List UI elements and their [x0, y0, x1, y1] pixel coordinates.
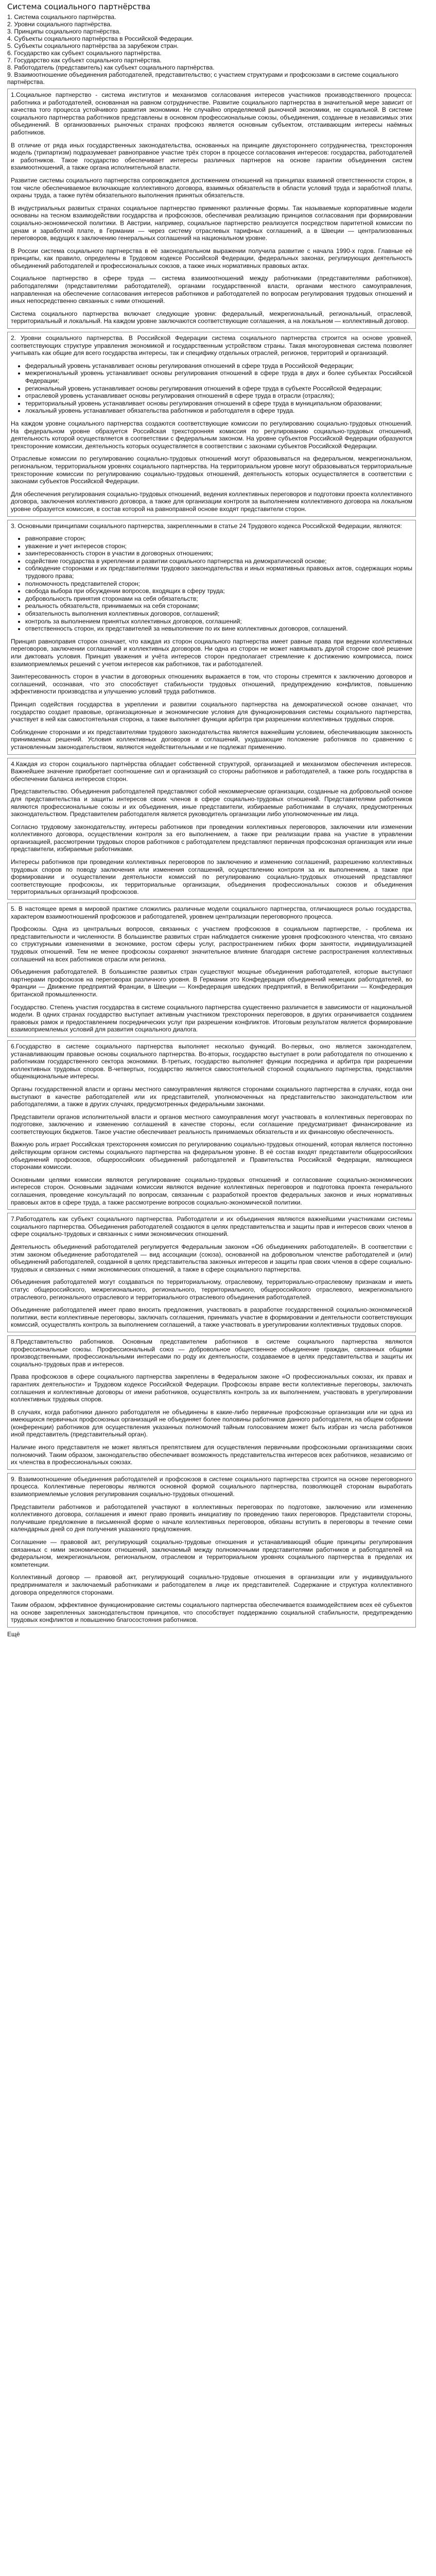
bullet-item: • отраслевой уровень устанавливает основы регулирования отношений в сфере труда в отрасли (отраслях);	[25, 392, 412, 400]
bullet-item: • заинтересованность сторон в участии в договорных отношениях;	[25, 550, 412, 557]
bullet-item: • равноправие сторон;	[25, 535, 412, 543]
bullet-item: • полномочность представителей сторон;	[25, 580, 412, 588]
bullet-item: • межрегиональный уровень устанавливает основы регулирования отношений в сфере труда в двух и более субъектах Российской Федерации;	[25, 369, 412, 384]
toc-item: 4. Субъекты социального партнёрства в Российской Федерации.	[7, 35, 194, 42]
paragraph: 5. В настоящее время в мировой практике сложились различные модели социального партнерства, отличающиеся ролью государства, характером взаимоотношений профсоюзов и работодателей, уровнем централизации переговорного процесса.	[11, 905, 412, 920]
paragraph: 4.Каждая из сторон социального партнёрства обладает собственной структурой, организацией и механизмом обеспечения интересов. Важнейшее значение приобретает соотношение сил и организаций со стороны работников и работодателей, а также роль государства в обеспечении баланса интересов сторон.	[11, 760, 412, 783]
paragraph: Государство. Степень участия государства в системе социального партнерства существенно различается в зависимости от национальной модели. В одних странах государство выступает активным участником трехсторонних переговоров, в других ограничивается созданием правовых рамок и предоставлением посреднических услуг при разрешении конфликтов. Итоговым результатом является формирование взаимоприемлемых условий для развития социального диалога.	[11, 1003, 412, 1033]
toc-item: 8. Работодатель (представитель) как субъект социального партнёрства.	[7, 64, 215, 71]
paragraph: Профсоюзы. Одна из центральных вопросов, связанных с участием профсоюзов в социальном партнерстве, - проблема их представительности и численности. В большинстве развитых стран наблюдается снижение уровня профсоюзного членства, что связано со структурными изменениями в экономике, ростом сферы услуг, распространением гибких форм занятости, индивидуализацией трудовых отношений. Тем не менее профсоюзы сохраняют значительное влияние благодаря системе распространения коллективных соглашений на всех работников отрасли или региона.	[11, 925, 412, 963]
paragraph: В отличие от ряда иных государственных законодательства, основанных на принципе двухстороннего сотрудничества, трехсторонняя модель (трипартизм) подразумевает равноправное участие трёх сторон в процессе согласования интересов: государства, работодателей и работников. Такое государство обеспечивает интересы различных партнеров на основе гарантии объединения систем взаимоотношений, а также органа исполнительной власти.	[11, 141, 412, 172]
paragraph: Органы государственной власти и органы местного самоуправления являются сторонами социального партнерства в случаях, когда они выступают в качестве работодателей или их представителей, уполномоченных на представительство законодательством или работодателями, а также в других случаях, предусмотренных федеральными законами.	[11, 1085, 412, 1108]
bullet-item: • ответственность сторон, их представителей за невыполнение по их вине коллективных договоров, соглашений.	[25, 625, 412, 633]
paragraph: В индустриальных развитых странах социальное партнерство применяют различные формы. Так называемые корпоративные модели основаны на тесном взаимодействии государства и профсоюзов, обеспечивая реализацию принципов согласования при формировании социально-экономической политики. В Австрии, например, социальное партнерство реализуется посредством паритетной комиссии по ценам и заработной плате, в Германии — через систему отраслевых тарифных соглашений, а в Швеции — централизованных переговоров, ведущих к заключению генеральных соглашений на национальном уровне.	[11, 204, 412, 242]
content-section	[7, 520, 416, 755]
paragraph: 3. Основными принципами социального партнерства, закрепленными в статье 24 Трудового кодекса Российской Федерации, являются:	[11, 522, 402, 530]
content-section	[7, 903, 416, 1037]
paragraph: Принцип содействия государства в укреплении и развитии социального партнерства на демократической основе означает, что государство создает правовые, организационные и экономические условия для функционирования системы социального партнерства, участвует в ней как самостоятельная сторона, а также выполняет функции арбитра при разрешении коллективных трудовых споров.	[11, 700, 412, 723]
content-section	[7, 1040, 416, 1210]
toc-item: 1. Система социального партнёрства.	[7, 13, 116, 21]
bullet-list	[11, 535, 412, 633]
paragraph: Деятельность объединений работодателей регулируется Федеральным законом «Об объединениях работодателей». В соответствии с этим законом объединение работодателей — вид ассоциации (союза), основанной на добровольном членстве работодателей и (или) объединений работодателей, созданной в целях представительства законных интересов и защиты прав своих членов в сфере социально-трудовых и связанных с ними экономических отношений, а также в сфере социального партнерства.	[11, 1243, 412, 1273]
table-of-contents	[7, 13, 416, 86]
paragraph: 7.Работодатель как субъект социального партнерства. Работодатели и их объединения являются важнейшими участниками системы социального партнерства. Объединения работодателей создаются в целях представительства и защиты прав и интересов своих членов в сфере социально-трудовых и связанных с ними экономических отношений.	[11, 1215, 412, 1238]
paragraph: Представители работников и работодателей участвуют в коллективных переговорах по подготовке, заключению или изменению коллективного договора, соглашения и имеют право проявить инициативу по проведению таких переговоров. Представители стороны, получившие предложение в письменной форме о начале коллективных переговоров, обязаны вступить в переговоры в течение семи календарных дней со дня получения указанного предложения.	[11, 1503, 412, 1533]
paragraph: Для обеспечения регулирования социально-трудовых отношений, ведения коллективных переговоров и подготовки проекта коллективного договора, заключения коллективного договора, а также для организации контроля за выполнением коллективного договора на локальном уровне образуется комиссия, в состав которой на равноправной основе входят представители сторон.	[11, 490, 412, 513]
paragraph: Наличие иного представителя не может являться препятствием для осуществления первичными профсоюзными организациями своих полномочий. Таким образом, законодательство обеспечивает возможность представительства интересов всех работников, независимо от их членства в профессиональных союзах.	[11, 1444, 412, 1466]
paragraph: Коллективный договор — правовой акт, регулирующий социально-трудовые отношения в организации или у индивидуального предпринимателя и заключаемый работниками и работодателем в лице их представителей. Содержание и структура коллективного договора определяются сторонами.	[11, 1573, 412, 1596]
paragraph: Права профсоюзов в сфере социального партнерства закреплены в Федеральном законе «О профессиональных союзах, их правах и гарантиях деятельности» и Трудовом кодексе Российской Федерации. Профсоюзы вправе вести коллективные переговоры, заключать соглашения и коллективные договоры от имени работников, осуществлять контроль за их выполнением, участвовать в урегулировании коллективных трудовых споров.	[11, 1373, 412, 1403]
paragraph: Принцип равноправия сторон означает, что каждая из сторон социального партнерства имеет равные права при ведении коллективных переговоров, заключении соглашений и коллективных договоров. Ни одна из сторон не может навязывать другой стороне своё решение или диктовать условия. Принцип уважения и учёта интересов сторон предполагает стремление к достижению компромисса, поиск взаимоприемлемых решений с учетом интересов как работников, так и работодателей.	[11, 637, 412, 668]
bullet-item: • региональный уровень устанавливает основы регулирования отношений в сфере труда в субъекте Российской Федерации;	[25, 385, 412, 393]
paragraph: В России система социального партнерства в её законодательном выражении получила развитие с начала 1990-х годов. Главные её принципы, как правило, определены в Трудовом кодексе Российской Федерации, федеральных законах, регулирующих деятельность объединений работодателей и профессиональных союзов, а также иных нормативных правовых актах.	[11, 247, 412, 269]
toc-item: 6. Государство как субъект социального партнёрства.	[7, 49, 162, 57]
bullet-item: • свобода выбора при обсуждении вопросов, входящих в сферу труда;	[25, 587, 412, 595]
paragraph: На каждом уровне социального партнерства создаются соответствующие комиссии по регулированию социально-трудовых отношений. На федеральном уровне образуется Российская трехсторонняя комиссия по регулированию социально-трудовых отношений, деятельность которой осуществляется в соответствии с федеральным законом. На уровне субъектов Российской Федерации образуются трехсторонние комиссии, деятельность которых осуществляется в соответствии с законами субъектов Российской Федерации.	[11, 419, 412, 450]
paragraph: Заинтересованность сторон в участии в договорных отношениях выражается в том, что стороны стремятся к заключению договоров и соглашений, осознавая, что это способствует стабильности трудовых отношений, предупреждению конфликтов, повышению эффективности производства и улучшению условий труда работников.	[11, 673, 412, 696]
bullet-item: • соблюдение сторонами и их представителями трудового законодательства и иных нормативных правовых актов, содержащих нормы трудового права;	[25, 565, 412, 580]
bullet-item: • локальный уровень устанавливает обязательства работников и работодателя в сфере труда.	[25, 407, 412, 415]
paragraph: 9. Взаимоотношение объединения работодателей и профсоюзов в системе социального партнерства строится на основе переговорного процесса. Коллективные переговоры являются основной формой социального партнерства, позволяющей сторонам выработать взаимоприемлемые условия регулирования социально-трудовых отношений.	[11, 1475, 412, 1498]
paragraph: 2. Уровни социального партнерства. В Российской Федерации система социального партнерства строится на основе уровней, соответствующих структуре управления экономикой и государственным устройством страны. Такая многоуровневая система позволяет учитывать как общие для всего государства интересы, так и специфику отдельных отраслей, регионов, территорий и организаций.	[11, 334, 412, 357]
paragraph: 6.Государство в системе социального партнерства выполняет несколько функций. Во-первых, оно является законодателем, устанавливающим правовые основы социального партнерства. Во-вторых, государство выступает в роли работодателя по отношению к работникам государственного сектора экономики. В-третьих, государство выполняет функции посредника и арбитра при разрешении коллективных трудовых споров. В-четвертых, государство является самостоятельной стороной социального партнерства, представляя общенациональные интересы.	[11, 1042, 412, 1080]
paragraph: Важную роль играет Российская трехсторонняя комиссия по регулированию социально-трудовых отношений, которая является постоянно действующим органом системы социального партнерства на федеральном уровне. В её состав входят представители общероссийских объединений профсоюзов, общероссийских объединений работодателей и Правительства Российской Федерации, являющиеся сторонами комиссии.	[11, 1141, 412, 1171]
paragraph: Объединения работодателей могут создаваться по территориальному, отраслевому, территориально-отраслевому признакам и иметь статус общероссийского, межрегионального, регионального, территориального, общероссийского отраслевого, межрегионального отраслевого, регионального отраслевого и территориального отраслевого объединения работодателей.	[11, 1278, 412, 1301]
paragraph: В случаях, когда работники данного работодателя не объединены в какие-либо первичные профсоюзные организации или ни одна из имеющихся первичных профсоюзных организаций не объединяет более половины работников данного работодателя, на общем собрании (конференции) работников для осуществления указанных полномочий тайным голосованием может быть избран из числа работников иной представитель (представительный орган).	[11, 1408, 412, 1438]
bullet-item: • уважение и учет интересов сторон;	[25, 543, 412, 550]
bullet-item: • добровольность принятия сторонами на себя обязательств;	[25, 595, 412, 603]
paragraph: Социальное партнерство в сфере труда — система взаимоотношений между работниками (представителями работников), работодателями (представителями работодателей), органами государственной власти, органами местного самоуправления, направленная на обеспечение согласования интересов работников и работодателей по вопросам регулирования трудовых отношений и иных непосредственно связанных с ними отношений.	[11, 275, 412, 305]
paragraph: Основными целями комиссии являются регулирование социально-трудовых отношений и согласование социально-экономических интересов сторон. Основными задачами комиссии являются ведение коллективных переговоров и подготовка проекта генерального соглашения, проведение консультаций по вопросам, связанным с разработкой проектов федеральных законов и иных нормативных правовых актов в сфере труда, а также рассмотрение вопросов социально-экономической политики.	[11, 1176, 412, 1206]
paragraph: Отраслевые комиссии по регулированию социально-трудовых отношений могут образовываться на федеральном, межрегиональном, региональном, территориальном уровнях социального партнерства. На территориальном уровне могут образовываться территориальные трехсторонние комиссии по регулированию социально-трудовых отношений, деятельность которых осуществляется в соответствии с законами субъектов Российской Федерации.	[11, 455, 412, 485]
bullet-item: • обязательность выполнения коллективных договоров, соглашений;	[25, 610, 412, 618]
bullet-item: • федеральный уровень устанавливает основы регулирования отношений в сфере труда в Российской Федерации;	[25, 362, 412, 370]
content-section	[7, 1335, 416, 1470]
paragraph: Объединения работодателей. В большинстве развитых стран существуют мощные объединения работодателей, которые выступают партнерами профсоюзов на переговорах различного уровня. В Германии это Конфедерация объединений немецких работодателей, во Франции — Движение предприятий Франции, в Швеции — Конфедерация шведских предприятий, в Великобритании — Конфедерация британской промышленности.	[11, 968, 412, 998]
content-section	[7, 1213, 416, 1332]
paragraph: Соглашение — правовой акт, регулирующий социально-трудовые отношения и устанавливающий общие принципы регулирования связанных с ними экономических отношений, заключаемый между полномочными представителями работников и работодателей на федеральном, межрегиональном, региональном, отраслевом и территориальном уровнях социального партнерства в пределах их компетенции.	[11, 1538, 412, 1568]
paragraph: 8.Представительство работников. Основным представителем работников в системе социального партнерства являются профессиональные союзы. Профессиональный союз — добровольное общественное объединение граждан, связанных общими производственными, профессиональными интересами по роду их деятельности, создаваемое в целях представительства и защиты их социально-трудовых прав и интересов.	[11, 1337, 412, 1368]
content-section	[7, 332, 416, 516]
bullet-item: • реальность обязательств, принимаемых на себя сторонами;	[25, 602, 412, 610]
page-title: Система социального партнёрства	[7, 2, 151, 11]
content-section	[7, 1473, 416, 1628]
toc-item: 9. Взаимоотношение объединения работодателей, представительство; с участием структурами и профсоюзами в системе социального партнёрства.	[7, 71, 398, 86]
toc-item: 5. Субъекты социального партнёрства за зарубежом стран.	[7, 42, 179, 49]
content-section	[7, 89, 416, 329]
paragraph: Объединение работодателей имеет право вносить предложения, участвовать в разработке государственной социально-экономической политики, вести коллективные переговоры, заключать соглашения, принимать участие в формировании и деятельности соответствующих комиссий, осуществлять контроль за выполнением соглашений, а также участвовать в урегулировании коллективных трудовых споров.	[11, 1306, 412, 1329]
footer-link[interactable]: Ещё	[7, 1630, 20, 1638]
bullet-item: • контроль за выполнением принятых коллективных договоров, соглашений;	[25, 618, 412, 625]
paragraph: Таким образом, эффективное функционирование системы социального партнерства обеспечивается взаимодействием всех её субъектов на основе закрепленных законодательством принципов, что способствует поддержанию социальной стабильности, предупреждению трудовых конфликтов и повышению благосостояния работников.	[11, 1601, 412, 1624]
paragraph: Согласно трудовому законодательству, интересы работников при проведении коллективных переговоров, заключении или изменении коллективного договора, осуществлении контроля за его выполнением, а также при реализации права на участие в управлении организацией, рассмотрении трудовых споров работников с работодателем представляют первичная профсоюзная организация или иные представители, избираемые работниками.	[11, 823, 412, 853]
toc-item: 3. Принципы социального партнёрства.	[7, 28, 121, 35]
paragraph: Соблюдение сторонами и их представителями трудового законодательства является важнейшим условием, обеспечивающим законность принимаемых решений. Условия коллективных договоров и соглашений, ухудшающие положение работников по сравнению с установленным законодательством, являются недействительными и не подлежат применению.	[11, 728, 412, 751]
bullet-list	[11, 362, 412, 415]
paragraph: Представительство. Объединения работодателей представляют собой некоммерческие организации, созданные на добровольной основе для представительства и защиты интересов своих членов в сфере социально-трудовых отношений. Представителями работников являются профессиональные союзы и их объединения, иные представители, избираемые работниками в случаях, предусмотренных законодательством. Представителем работодателя является руководитель организации либо уполномоченные им лица.	[11, 788, 412, 818]
content-section	[7, 758, 416, 900]
toc-item: 7. Государство как субъект социального партнёрства.	[7, 57, 162, 64]
toc-item: 2. Уровни социального партнёрства.	[7, 21, 112, 28]
paragraph: Представители органов исполнительной власти и органов местного самоуправления могут участвовать в коллективных переговорах по подготовке, заключению и изменению соглашений в качестве стороны, если соглашение предусматривает финансирование из соответствующих бюджетов. Такое участие обеспечивает реальность принимаемых обязательств и их финансовую обеспеченность.	[11, 1113, 412, 1136]
bullet-item: • содействие государства в укреплении и развитии социального партнерства на демократической основе;	[25, 557, 412, 565]
paragraph: 1.Социальное партнерство - система институтов и механизмов согласования интересов участников производственного процесса: работника и работодателей, основанная на равном сотрудничестве. Развитие социального партнерства в значительной мере зависит от качества того процесса устойчивого развития экономики. Не случайно определяемой рыночной экономики, не социальной. В системе социального партнерства работников представлены в основном профессиональные союзы, объединения, созданные в независимых этих объединений. В организованных рыночных странах профсоюз является основным субъектом, отстаивающим интересы наёмных работников.	[11, 91, 412, 136]
sections-container	[7, 89, 416, 1628]
paragraph: Развитие системы социального партнерства сопровождается достижением отношений на принципах взаимной ответственности сторон, в том числе обеспечиваемое включающие коллективного договора, взаимных обязательств в области условий труда и заработной платы, охраны труда, а также путём обязательного выполнения принятых обязательств.	[11, 176, 412, 199]
paragraph: Система социального партнерства включает следующие уровни: федеральный, межрегиональный, региональный, отраслевой, территориальный и локальный. На каждом уровне заключаются соответствующие соглашения, а на локальном — коллективный договор.	[11, 310, 412, 325]
bullet-item: • территориальный уровень устанавливает основы регулирования отношений в сфере труда в муниципальном образовании;	[25, 400, 412, 408]
paragraph: Интересы работников при проведении коллективных переговоров по заключению и изменению соглашений, разрешению коллективных трудовых споров по поводу заключения или изменения соглашений, осуществлению контроля за их выполнением, а также при формировании и осуществлении деятельности комиссий по регулированию социально-трудовых отношений представляют соответствующие профсоюзы, их территориальные организации, объединения профессиональных союзов и объединения территориальных организаций профсоюзов.	[11, 858, 412, 896]
